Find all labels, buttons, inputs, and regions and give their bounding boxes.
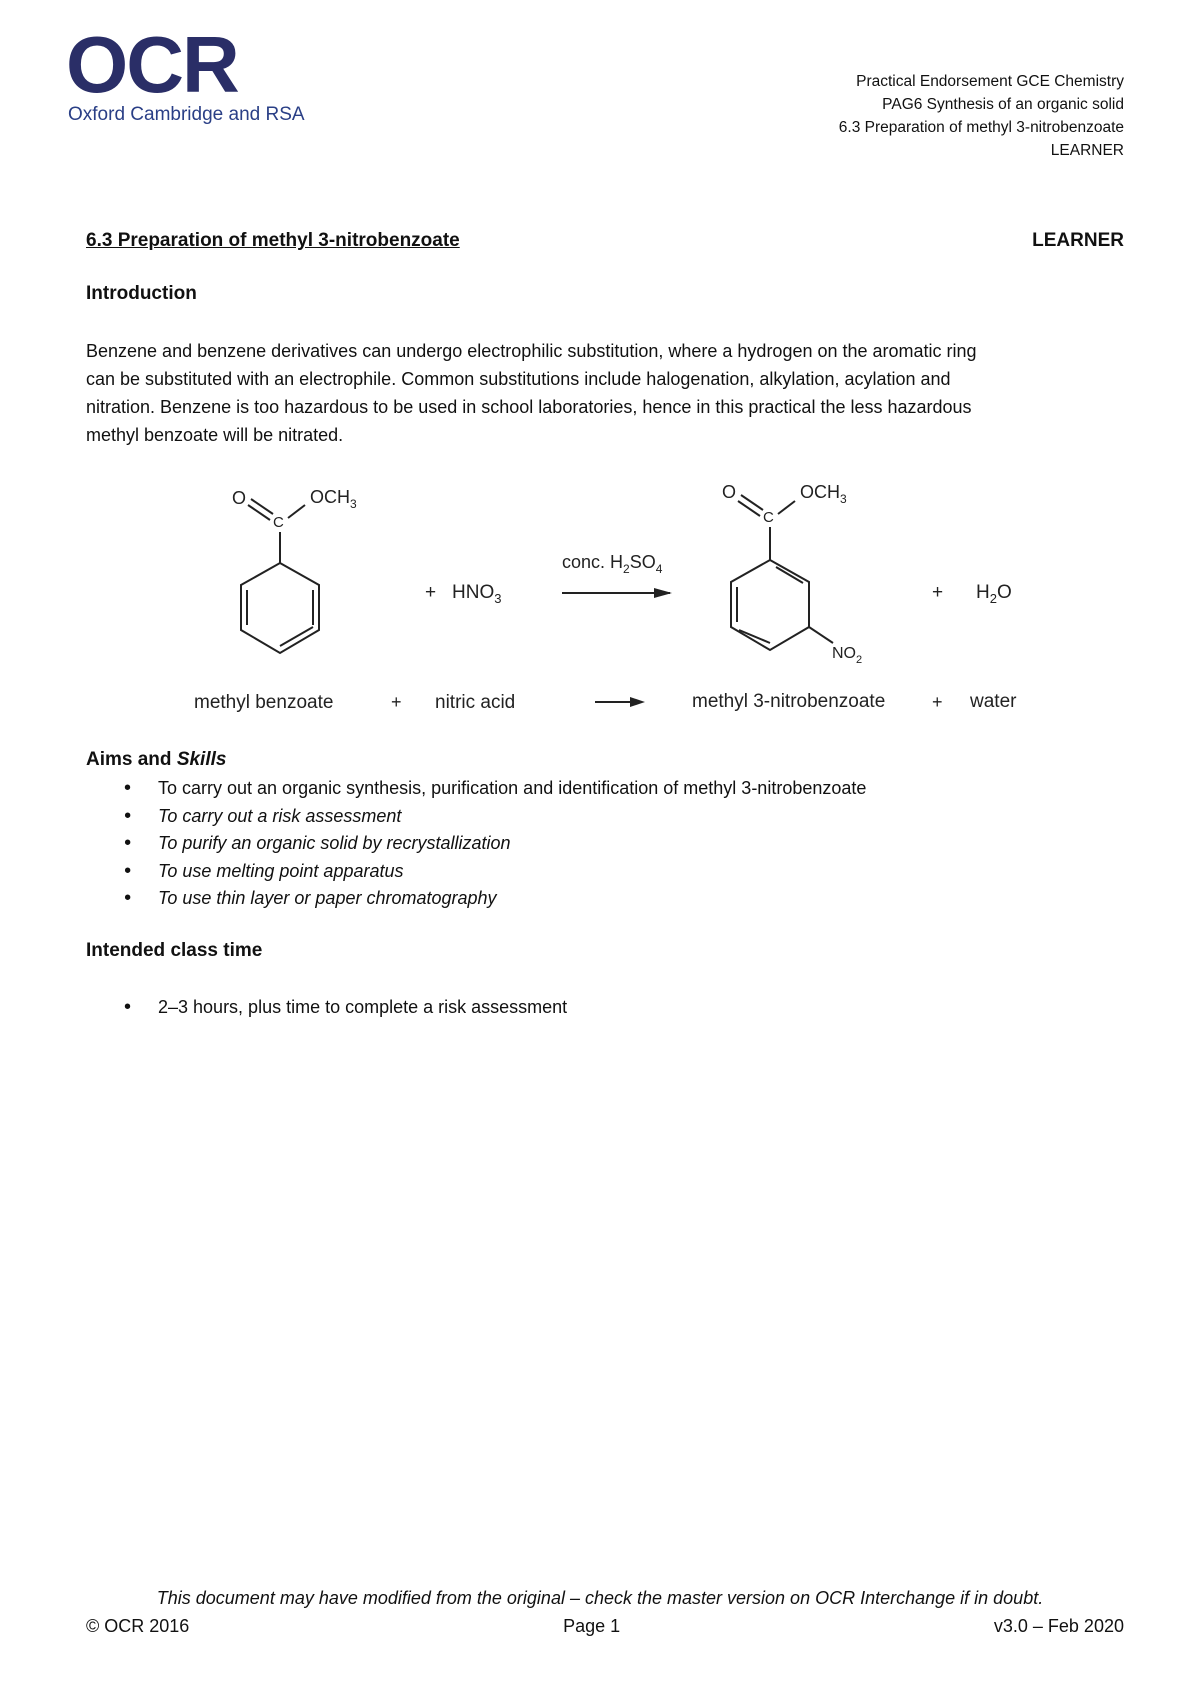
class-time-list xyxy=(86,994,1126,1022)
product-carbon: C xyxy=(763,509,774,526)
header-line: LEARNER xyxy=(1050,142,1124,159)
logo-brand: OCR xyxy=(66,30,238,109)
list-item: • 2–3 hours, plus time to complete a risk assessment xyxy=(86,994,1126,1022)
reaction-conditions: conc. $H_2SO_4$ xyxy=(562,552,663,576)
word-water: water xyxy=(970,691,1017,712)
paragraph-line: Benzene and benzene derivatives can undergo electrophilic substitution, where a hydrogen on the aromatic ring xyxy=(86,341,977,361)
aims-heading: Aims and Skills xyxy=(86,749,227,770)
aims-list xyxy=(86,775,1126,913)
paragraph-line: methyl benzoate will be nitrated. xyxy=(86,425,344,445)
paragraph-line: can be substituted with an electrophile. Common substitutions include halogenation, alkylation, acylation and xyxy=(86,369,951,389)
copyright: © OCR 2016 xyxy=(86,1616,190,1636)
ocr-logo xyxy=(66,30,306,130)
list-item: • To use melting point apparatus xyxy=(86,858,1126,886)
header-line: Practical Endorsement GCE Chemistry xyxy=(856,73,1124,90)
header-line: PAG6 Synthesis of an organic solid xyxy=(882,96,1124,113)
reactant-oxygen: O xyxy=(232,488,247,508)
reaction-scheme xyxy=(180,470,1060,730)
water-formula: $H_2O$ xyxy=(976,582,1012,606)
product-oxygen: O xyxy=(722,482,737,502)
list-item: • To carry out an organic synthesis, purification and identification of methyl 3-nitrobenzoate xyxy=(86,775,1126,803)
plus-sign: + xyxy=(425,582,437,603)
list-item: • To carry out a risk assessment xyxy=(86,803,1126,831)
page-number: Page 1 xyxy=(563,1616,621,1636)
title-row xyxy=(86,230,1124,252)
word-plus: + xyxy=(932,692,943,712)
paragraph-line: nitration. Benzene is too hazardous to be used in school laboratories, hence in this practical the less hazardous xyxy=(86,397,972,417)
reaction-arrow xyxy=(562,588,672,598)
header-line: 6.3 Preparation of methyl 3-nitrobenzoate xyxy=(838,119,1124,136)
role-label: LEARNER xyxy=(1032,230,1124,251)
list-item: • To purify an organic solid by recrystallization xyxy=(86,830,1126,858)
footer xyxy=(86,1616,1124,1637)
product-nitro-group: $NO_2$ xyxy=(832,645,863,666)
product-och3: $OCH_3$ xyxy=(800,482,847,506)
nitric-acid-formula: $HNO_3$ xyxy=(452,582,502,606)
class-time-heading: Intended class time xyxy=(86,940,263,961)
word-nitric-acid: nitric acid xyxy=(435,692,516,713)
introduction-heading: Introduction xyxy=(86,283,197,304)
page-title: 6.3 Preparation of methyl 3-nitrobenzoate xyxy=(86,230,460,251)
word-methyl-3-nitrobenzoate: methyl 3-nitrobenzoate xyxy=(692,691,886,712)
methyl-3-nitrobenzoate-structure xyxy=(731,495,833,650)
logo-subtitle: Oxford Cambridge and RSA xyxy=(68,104,305,125)
version: v3.0 – Feb 2020 xyxy=(993,1616,1124,1636)
word-arrow xyxy=(595,697,645,707)
list-item: • To use thin layer or paper chromatography xyxy=(86,885,1126,913)
word-plus: + xyxy=(391,692,402,712)
reactant-och3: $OCH_3$ xyxy=(310,487,357,511)
plus-sign: + xyxy=(932,582,944,603)
introduction-paragraph xyxy=(86,337,1126,449)
document-header xyxy=(839,70,1124,162)
reactant-carbon: C xyxy=(273,514,284,531)
footer-note: This document may have modified from the original – check the master version on OCR Interchange if in doubt. xyxy=(156,1588,1044,1608)
word-methyl-benzoate: methyl benzoate xyxy=(194,692,334,713)
